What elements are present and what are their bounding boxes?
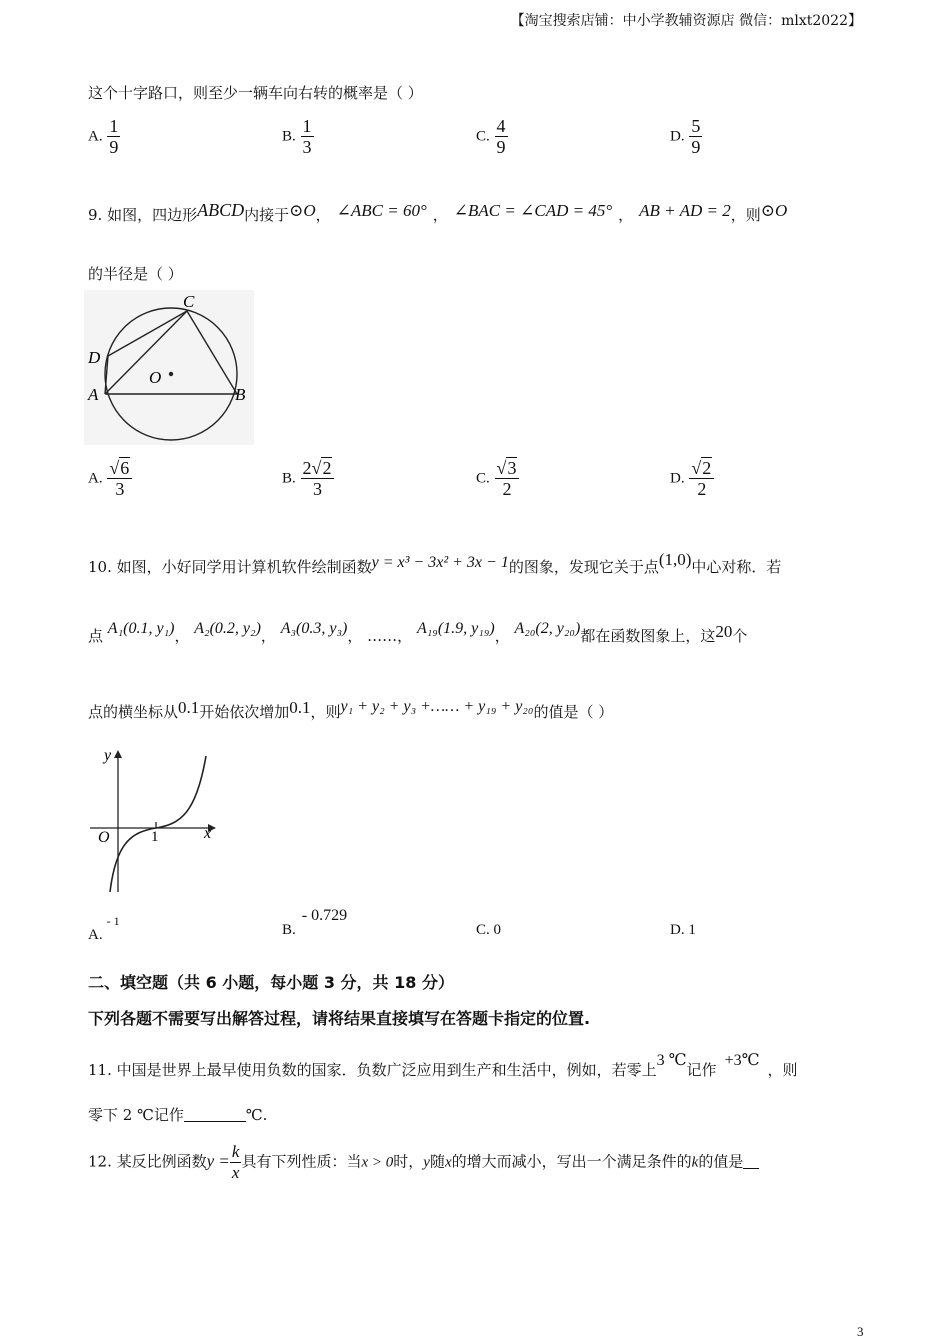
fraction: $\frac{k}{x}$: [231, 1142, 240, 1182]
q9-stem: 9. 如图，四边形ABCD内接于⊙O， ∠ABC = 60° ， ∠BAC = ∠CAD = 45° ， AB + AD = 2，则⊙O: [88, 200, 788, 224]
fraction: $\frac{4}{9}$: [496, 116, 506, 157]
label-o: O: [149, 368, 162, 387]
q9-option-d[interactable]: [670, 458, 714, 499]
y-label: y: [104, 747, 112, 764]
one-label: 1: [151, 829, 159, 845]
q9-option-a[interactable]: [88, 458, 132, 499]
page-number: 3: [857, 1324, 864, 1339]
option-letter: C.: [476, 470, 490, 487]
option-letter: D.: [670, 128, 685, 145]
q10-option-c[interactable]: C. 0: [476, 922, 502, 938]
label-c: C: [183, 292, 195, 311]
option-letter: B.: [282, 470, 296, 487]
q10-option-d[interactable]: D. 1: [670, 922, 696, 938]
fraction: $\frac{1}{9}$: [109, 116, 119, 157]
q10-option-a[interactable]: [88, 914, 120, 944]
option-value: - 0.729: [301, 907, 348, 924]
q8-option-a[interactable]: [88, 116, 120, 157]
q10-option-b[interactable]: [282, 906, 347, 939]
option-value: - 1: [106, 914, 120, 928]
option-letter: B.: [282, 128, 296, 145]
option-letter: A.: [88, 128, 103, 145]
q8-stem: 这个十字路口，则至少一辆车向右转的概率是（ ）: [88, 84, 423, 102]
page-header: 【淘宝搜索店铺：中小学教辅资源店 微信：mlxt2022】: [510, 13, 862, 29]
answer-blank[interactable]: [184, 1107, 246, 1122]
fraction: $\frac{√3}{2}$: [495, 458, 520, 499]
q8-option-d[interactable]: [670, 116, 702, 157]
option-letter: D.: [670, 470, 685, 487]
option-letter: A.: [88, 470, 103, 487]
center-point: [169, 372, 173, 376]
q9-stem-line2: 的半径是（ ）: [88, 265, 183, 283]
x-label: x: [204, 825, 212, 842]
option-letter: A.: [88, 927, 103, 943]
fraction: $\frac{√2}{2}$: [689, 458, 714, 499]
label-d: D: [88, 348, 101, 367]
option-letter: B.: [282, 922, 296, 938]
q11-stem-line1: 11. 中国是世界上最早使用负数的国家．负数广泛应用到生产和生活中，例如，若零上3 ℃记作+3℃，则: [88, 1052, 798, 1079]
q9-option-c[interactable]: [476, 458, 519, 499]
q9-figure: [84, 290, 254, 445]
section-title: 二、填空题（共 6 小题，每小题 3 分，共 18 分）: [88, 973, 454, 992]
q10-stem-line3: 点的横坐标从0.1开始依次增加0.1，则y₁ + y₂ + y₃ +…… + y₁₉ + y₂₀的值是（ ）: [88, 698, 614, 721]
cubic-curve: [110, 756, 206, 892]
q12-stem: 12. 某反比例函数y = $\frac{k}{x}$ 具有下列性质：当x > 0时，y随x的增大而减小，写出一个满足条件的k的值是: [88, 1142, 759, 1183]
y-axis-arrow: [114, 750, 122, 758]
fraction: $\frac{1}{3}$: [302, 116, 312, 157]
q8-option-c[interactable]: [476, 116, 508, 157]
fraction: $\frac{2√2}{3}$: [301, 458, 335, 499]
q8-option-b[interactable]: [282, 116, 314, 157]
fraction: $\frac{5}{9}$: [691, 116, 701, 157]
fraction: $\frac{√6}{3}$: [107, 458, 132, 499]
answer-blank[interactable]: [743, 1154, 759, 1169]
label-b: B: [235, 385, 246, 404]
q10-stem-line1: 10. 如图，小好同学用计算机软件绘制函数y = x³ − 3x² + 3x − 1的图象，发现它关于点(1,0)中心对称．若: [88, 550, 782, 576]
q9-option-b[interactable]: [282, 458, 334, 499]
origin-label: O: [98, 829, 110, 846]
section-instruction: 下列各题不需要写出解答过程，请将结果直接填写在答题卡指定的位置.: [88, 1009, 591, 1028]
q10-stem-line2: 点 A₁(0.1, y₁)， A₂(0.2, y₂)， A₃(0.3, y₃)， ……， A₁₉(1.9, y₁₉)， A₂₀(2, y₂₀)都在函数图象上，这20个: [88, 620, 748, 645]
option-letter: C.: [476, 128, 490, 145]
figure-background: [84, 290, 254, 445]
label-a: A: [88, 385, 99, 404]
q11-stem-line2: 零下 2 ℃记作 ℃.: [88, 1106, 268, 1124]
q10-graph: [86, 742, 226, 897]
